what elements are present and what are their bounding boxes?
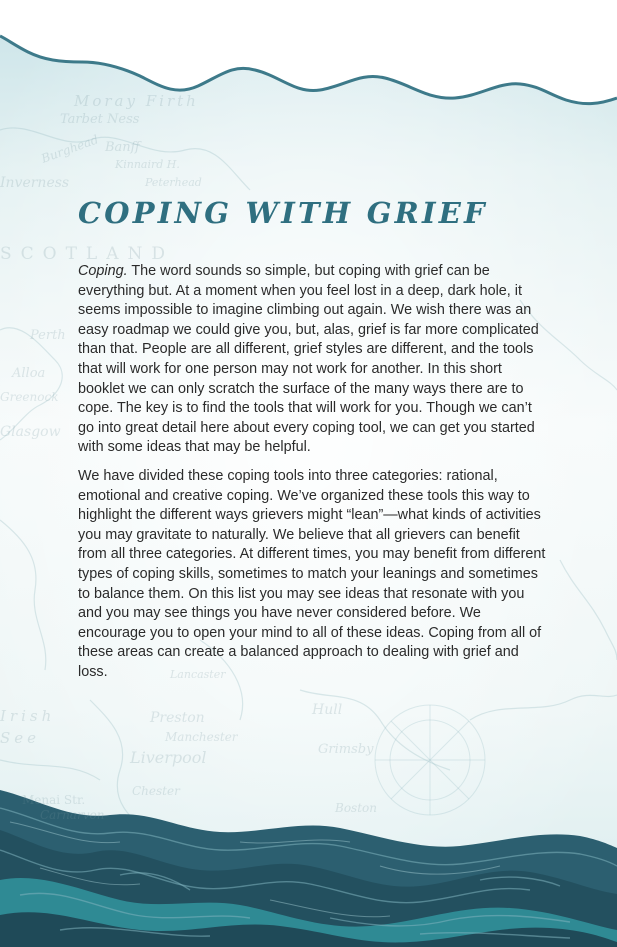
map-label-perth: Perth	[30, 328, 66, 343]
map-label-peterhead: Peterhead	[145, 176, 202, 189]
map-label-chester: Chester	[132, 784, 180, 798]
map-label-burghead: Burghead	[39, 132, 101, 166]
paragraph-categories	[78, 467, 548, 683]
map-label-kinnaird: Kinnaird H.	[115, 158, 180, 171]
body-text	[78, 262, 548, 691]
map-label-glasgow: Glasgow	[0, 424, 61, 440]
map-label-liverpool: Liverpool	[130, 748, 207, 767]
paragraph-coping-intro	[78, 262, 548, 458]
map-label-boston: Boston	[335, 801, 377, 815]
paragraph-lead: Coping.	[78, 263, 128, 279]
map-label-banff: Banff	[105, 140, 140, 155]
map-label-hull: Hull	[312, 702, 343, 718]
paragraph-body: We have divided these coping tools into three categories: rational, emotional and creative coping. We’ve organized these tools this way to highlight the different ways grievers might “lean”—what kinds of activities you may gravitate to naturally. We believe that all grievers can benefit from all three categories. At different times, you may benefit from different types of coping skills, sometimes to match your leanings and sometimes to balance them. On this list you may see ideas that resonate with you and you may see things you have never considered before. We encourage you to open your mind to all of these ideas. Coping from all of these areas can create a balanced approach to dealing with grief and loss.	[78, 467, 546, 680]
map-label-preston: Preston	[150, 710, 205, 726]
map-label-lancaster: Lancaster	[170, 668, 226, 681]
map-label-scotland: SCOTLAND	[0, 244, 174, 264]
map-label-irish-see: Irish See	[0, 707, 56, 747]
map-label-carnarvon: Carnarvon	[40, 808, 105, 822]
map-label-inverness: Inverness	[0, 175, 70, 191]
map-label-greenock: Greenock	[0, 390, 59, 404]
compass-rose	[375, 705, 485, 815]
map-label-alloa: Alloa	[12, 366, 46, 381]
map-label-moray-firth: Moray Firth	[74, 92, 199, 110]
map-label-tarbet-ness: Tarbet Ness	[60, 112, 140, 127]
map-label-manchester: Manchester	[165, 730, 238, 744]
map-label-grimsby: Grimsby	[318, 742, 374, 757]
paragraph-body: The word sounds so simple, but coping with grief can be everything but. At a moment when you feel lost in a deep, dark hole, it seems impossible to imagine climbing out again. We wish there was an easy roadmap we could give you, but, alas, grief is far more complicated than that. People are all different, grief styles are different, and the tools that will work for one person may not work for another. In this short booklet we can only scratch the surface of the many ways there are to cope. The key is to find the tools that will work for you. Though we can’t go into great detail here about every coping tool, we can get you started with some ideas that may be helpful.	[78, 263, 539, 456]
page-title: COPING WITH GRIEF	[78, 196, 488, 230]
map-label-menai: Menai Str.	[22, 793, 86, 807]
